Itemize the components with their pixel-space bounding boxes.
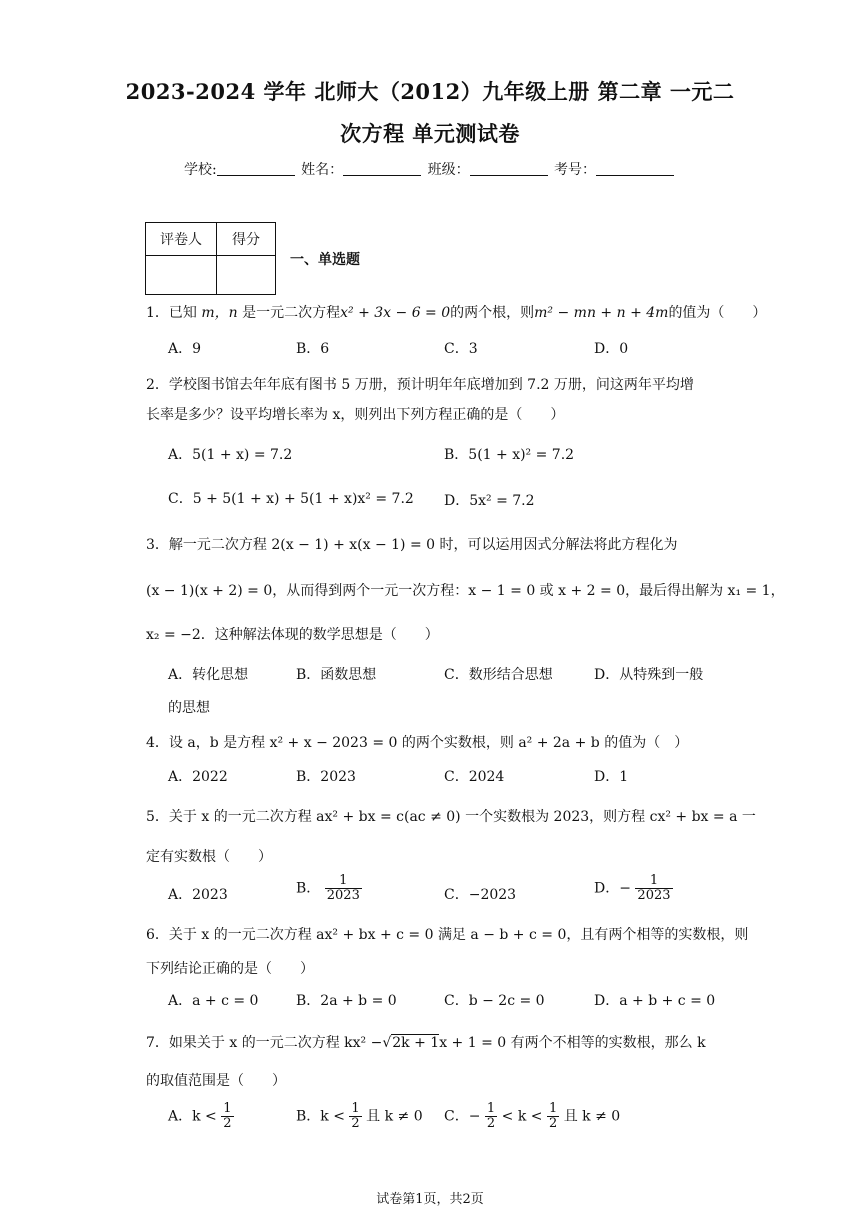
option-c[interactable]: C．5 + 5(1 + x) + 5(1 + x)x² = 7.2 xyxy=(168,491,414,507)
fraction-denominator: 2 xyxy=(351,1116,360,1131)
math-expression: m² − mn + n + 4m xyxy=(534,305,669,321)
question-number: 1． xyxy=(146,305,169,321)
option-b[interactable]: B．5(1 + x)² = 7.2 xyxy=(444,447,575,463)
question-number: 3． xyxy=(146,537,169,553)
fraction-denominator: 2 xyxy=(223,1116,232,1131)
question-3 xyxy=(146,534,678,554)
exam-title-line1: 2023-2024 学年 北师大（2012）九年级上册 第二章 一元二 xyxy=(125,79,735,104)
question-text: x + 1 = 0 有两个不相等的实数根，那么 k xyxy=(439,1035,706,1051)
name-label: 姓名： xyxy=(301,162,344,178)
fraction-denominator: 2 xyxy=(548,1116,558,1131)
score-table xyxy=(145,222,276,295)
option-d[interactable]: D．a + b + c = 0 xyxy=(594,993,716,1009)
fraction-numerator: 1 xyxy=(325,874,362,889)
option-b[interactable]: B．2023 xyxy=(296,769,356,785)
question-3-line2: (x − 1)(x + 2) = 0，从而得到两个一元一次方程：x − 1 = 0 或 x + 2 = 0，最后得出解为 x₁ = 1， xyxy=(146,583,785,599)
question-text: 关于 x 的一元二次方程 ax² + bx = c(ac ≠ 0) 一个实数根为 2023，则方程 cx² + bx = a 一 xyxy=(168,809,756,825)
option-b-tail: 且 k ≠ 0 xyxy=(366,1108,423,1125)
option-b[interactable]: B．6 xyxy=(296,341,330,357)
question-text: 如果关于 x 的一元二次方程 kx² − xyxy=(168,1035,383,1051)
option-a[interactable]: A．9 xyxy=(168,341,202,357)
fraction xyxy=(349,1102,361,1131)
score-cell[interactable] xyxy=(217,256,276,295)
question-number: 5． xyxy=(146,809,169,825)
option-a[interactable]: A．2023 xyxy=(168,887,228,903)
question-4 xyxy=(146,732,688,752)
exam-title-line2: 次方程 单元测试卷 xyxy=(340,121,520,146)
option-b-label: B． xyxy=(296,880,321,897)
option-b[interactable] xyxy=(296,1102,423,1131)
option-d[interactable] xyxy=(594,874,673,903)
question-2 xyxy=(146,374,694,394)
class-label: 班级： xyxy=(427,162,470,178)
option-a[interactable]: A．5(1 + x) = 7.2 xyxy=(168,447,293,463)
option-b[interactable] xyxy=(296,874,362,903)
question-text: 是一元二次方程 xyxy=(242,305,341,321)
question-number: 6． xyxy=(146,927,169,943)
question-number: 7． xyxy=(146,1035,169,1051)
question-number: 4． xyxy=(146,735,169,751)
option-c[interactable]: C．数形结合思想 xyxy=(444,667,553,683)
grader-cell[interactable] xyxy=(146,256,217,295)
fraction-numerator: 1 xyxy=(351,1101,360,1116)
option-c-middle: < k < xyxy=(501,1108,543,1125)
option-c-label: C．− xyxy=(444,1108,481,1125)
section-heading: 一、单选题 xyxy=(290,252,360,268)
option-c[interactable] xyxy=(444,1102,620,1131)
option-a-label: A．k < xyxy=(168,1108,217,1125)
question-text: 设 a，b 是方程 x² + x − 2023 = 0 的两个实数根，则 a² + 2a + b 的值为（ ） xyxy=(168,735,689,751)
page-footer: 试卷第1页，共2页 xyxy=(376,1192,484,1207)
fraction-denominator: 2023 xyxy=(637,888,671,903)
question-text: 学校图书馆去年年底有图书 5 万册，预计明年年底增加到 7.2 万册，问这两年平均增 xyxy=(168,377,694,393)
question-text: 的两个根，则 xyxy=(450,305,535,321)
option-b-label: B．k < xyxy=(296,1108,345,1125)
question-5 xyxy=(146,806,756,826)
question-text: 解一元二次方程 2(x − 1) + x(x − 1) = 0 时，可以运用因式分解法将此方程化为 xyxy=(168,537,678,553)
option-d-label: D．− xyxy=(594,880,631,897)
student-info-line xyxy=(0,159,860,179)
option-d[interactable]: D．5x² = 7.2 xyxy=(444,493,535,509)
question-6 xyxy=(146,924,748,944)
question-3-line3: x₂ = −2．这种解法体现的数学思想是（ ） xyxy=(146,627,439,643)
fraction-denominator: 2023 xyxy=(326,888,360,903)
option-d[interactable]: D．0 xyxy=(594,341,629,357)
score-header: 得分 xyxy=(217,223,276,256)
option-c[interactable]: C．2024 xyxy=(444,769,505,785)
option-d[interactable]: D．1 xyxy=(594,769,629,785)
name-blank[interactable] xyxy=(343,161,421,176)
option-c[interactable]: C．b − 2c = 0 xyxy=(444,993,545,1009)
math-vars: m，n xyxy=(201,305,238,321)
question-5-line2: 定有实数根（ ） xyxy=(146,849,272,865)
option-d[interactable]: D．从特殊到一般 xyxy=(594,667,704,683)
question-6-line2: 下列结论正确的是（ ） xyxy=(146,961,314,977)
fraction xyxy=(485,1102,497,1131)
question-text: 的值为（ ） xyxy=(668,305,767,321)
option-c-tail: 且 k ≠ 0 xyxy=(563,1108,621,1125)
fraction-numerator: 1 xyxy=(548,1101,558,1116)
class-blank[interactable] xyxy=(470,161,548,176)
question-text: 已知 xyxy=(168,305,197,321)
sqrt-radicand: 2k + 1 xyxy=(392,1035,440,1051)
option-d-continued: 的思想 xyxy=(168,700,210,716)
option-a[interactable]: A．2022 xyxy=(168,769,228,785)
question-number: 2． xyxy=(146,377,169,393)
school-blank[interactable] xyxy=(217,161,295,176)
fraction-denominator: 2 xyxy=(486,1116,496,1131)
question-7: 7．如果关于 x 的一元二次方程 kx² −√2k + 1x + 1 = 0 有两个不相等的实数根，那么 k xyxy=(146,1035,706,1051)
exam-number-label: 考号： xyxy=(554,162,597,178)
option-a[interactable]: A．a + c = 0 xyxy=(168,993,259,1009)
math-equation: x² + 3x − 6 = 0 xyxy=(340,305,451,321)
option-b[interactable]: B．2a + b = 0 xyxy=(296,993,397,1009)
option-c[interactable]: C．−2023 xyxy=(444,887,517,903)
question-7-line2: 的取值范围是（ ） xyxy=(146,1073,286,1089)
fraction-numerator: 1 xyxy=(486,1101,496,1116)
question-text: 关于 x 的一元二次方程 ax² + bx + c = 0 满足 a − b + c = 0，且有两个相等的实数根，则 xyxy=(168,927,749,943)
fraction xyxy=(221,1102,233,1131)
question-1 xyxy=(146,302,766,322)
option-a[interactable]: A．转化思想 xyxy=(168,667,249,683)
fraction xyxy=(325,874,362,903)
exam-number-blank[interactable] xyxy=(596,161,674,176)
fraction-numerator: 1 xyxy=(635,874,672,889)
fraction-numerator: 1 xyxy=(223,1101,232,1116)
fraction xyxy=(547,1102,559,1131)
school-label: 学校: xyxy=(183,162,217,178)
grader-header: 评卷人 xyxy=(146,223,217,256)
fraction xyxy=(635,874,672,903)
question-2-line2: 长率是多少？设平均增长率为 x，则列出下列方程正确的是（ ） xyxy=(146,407,565,423)
option-b[interactable]: B．函数思想 xyxy=(296,667,377,683)
option-c[interactable]: C．3 xyxy=(444,341,478,357)
option-a[interactable] xyxy=(168,1102,234,1131)
